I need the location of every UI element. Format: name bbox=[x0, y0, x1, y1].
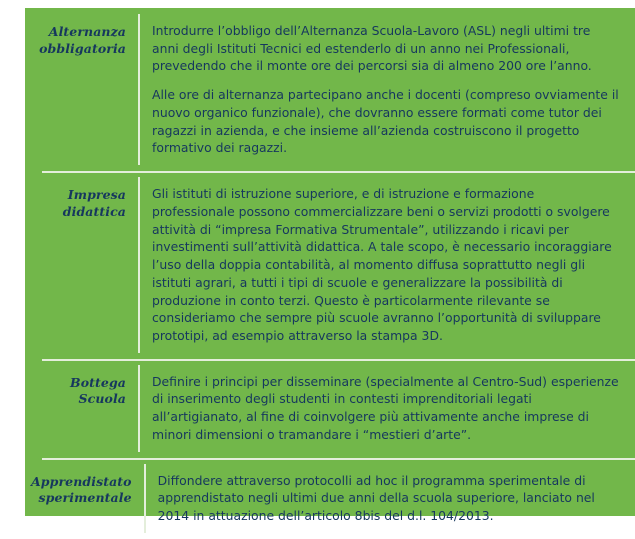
row-body-bottega bbox=[140, 359, 635, 458]
table-row bbox=[25, 359, 635, 458]
paragraph: Gli istituti di istruzione superiore, e di istruzione e formazione professionale possono commercializzare beni o servizi prodotti o svolgere attività di “impresa Formativa Strumentale”, utilizzando i ricavi per investimenti sull’attività didattica. A tale scopo, è necessario incoraggiare l’uso della doppia contabilità, al momento diffusa soprattutto negli gli istituti agrari, a tutti i tipi di scuole e generalizzare la possibilità di produzione in conto terzi. Questo è particolarmente rilevante se consideriamo che sempre più scuole avranno l’opportunità di sviluppare prototipi, ad esempio attraverso la stampa 3D. bbox=[152, 186, 612, 344]
row-label-bottega bbox=[25, 359, 138, 422]
row-body-alternanza bbox=[140, 8, 635, 171]
row-label-alternanza bbox=[25, 8, 138, 71]
row-label-line: Bottega bbox=[70, 374, 126, 390]
row-label-impresa bbox=[25, 171, 138, 234]
measures-table bbox=[25, 8, 635, 524]
table-row bbox=[25, 171, 635, 359]
table-row bbox=[25, 458, 635, 539]
row-label-line: Scuola bbox=[78, 391, 126, 407]
row-label-apprendistato bbox=[25, 458, 144, 521]
row-label-line: Impresa bbox=[67, 187, 126, 203]
paragraph: Introdurre l’obbligo dell’Alternanza Scuola-Lavoro (ASL) negli ultimi tre anni degli Istituti Tecnici ed estenderlo di un anno nei Professionali, prevedendo che il monte ore dei percorsi sia di almeno 200 ore l’anno. bbox=[152, 23, 592, 74]
row-label-line: obbligatoria bbox=[39, 40, 126, 56]
row-body-impresa bbox=[140, 171, 635, 359]
row-label-line: Alternanza bbox=[48, 24, 126, 39]
paragraph: Definire i principi per disseminare (specialmente al Centro-Sud) esperienze di inserimento degli studenti in contesti imprenditoriali legati all’artigianato, al fine di coinvolgere più attivamente anche imprese di minori dimensioni o tramandare i “mestieri d’arte”. bbox=[152, 373, 619, 442]
row-label-line: didattica bbox=[62, 203, 126, 219]
paragraph: Alle ore di alternanza partecipano anche i docenti (compreso ovviamente il nuovo organico funzionale), che dovranno essere formati come tutor dei ragazzi in azienda, e che insieme all’azienda costruiscono il progetto formativo dei ragazzi. bbox=[152, 87, 619, 156]
row-body-apprendistato bbox=[146, 458, 635, 539]
row-label-line: Apprendistato bbox=[31, 473, 132, 489]
table-row bbox=[25, 8, 635, 171]
row-label-line: sperimentale bbox=[38, 490, 132, 506]
paragraph: Diffondere attraverso protocolli ad hoc il programma sperimentale di apprendistato negli ultimi due anni della scuola superiore, lanciato nel 2014 in attuazione dell’articolo 8bis del d.l. 104/2013. bbox=[157, 472, 595, 524]
